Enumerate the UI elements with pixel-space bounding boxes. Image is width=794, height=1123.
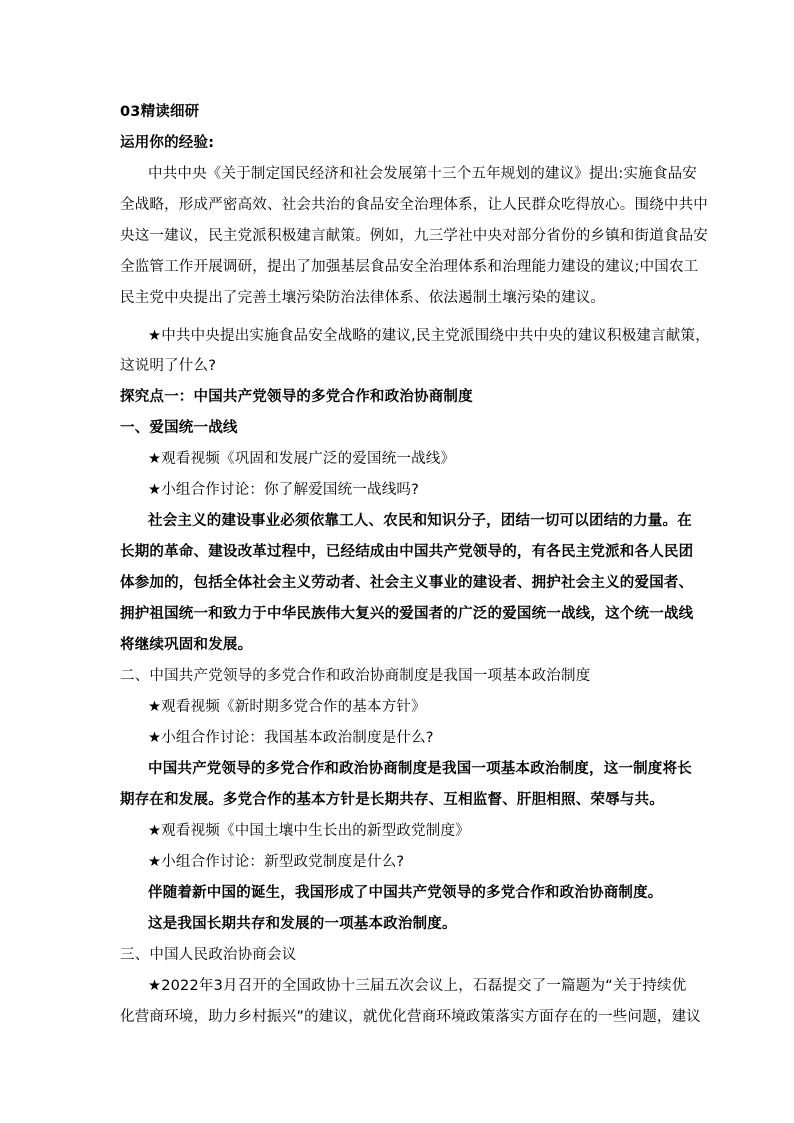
discussion-task: ★小组合作讨论：你了解爱国统一战线吗? [148, 482, 419, 498]
experience-heading: 运用你的经验: [120, 135, 215, 151]
question-line: 这说明了什么? [120, 358, 217, 374]
discussion-task: ★小组合作讨论：我国基本政治制度是什么? [148, 730, 434, 746]
subsection-heading: 二、中国共产党领导的多党合作和政治协商制度是我国一项基本政治制度 [120, 668, 591, 684]
answer-line: 体参加的，包括全体社会主义劳动者、社会主义事业的建设者、拥护社会主义的爱国者、 [120, 575, 694, 591]
case-line: 化营商环境，助力乡村振兴”的建议，就优化营商环境政策落实方面存在的一些问题，建议 [120, 1009, 702, 1025]
subsection-heading: 三、中国人民政治协商会议 [120, 947, 297, 963]
answer-line: 社会主义的建设事业必须依靠工人、农民和知识分子，团结一切可以团结的力量。在 [148, 513, 692, 529]
answer-line: 伴随着新中国的诞生，我国形成了中国共产党领导的多党合作和政治协商制度。 [148, 885, 663, 901]
video-task: ★观看视频《巩固和发展广泛的爱国统一战线》 [148, 451, 456, 467]
subsection-heading: 一、爱国统一战线 [120, 420, 238, 436]
answer-line: 期存在和发展。多党合作的基本方针是长期共存、互相监督、肝胆相照、荣辱与共。 [120, 792, 664, 808]
paragraph-line: 中共中央《关于制定国民经济和社会发展第十三个五年规划的建议》提出:实施食品安 [148, 166, 697, 182]
answer-line: 将继续巩固和发展。 [120, 637, 253, 653]
paragraph-line: 央这一建议，民主党派积极建言献策。例如，九三学社中央对部分省份的乡镇和街道食品安 [120, 228, 708, 244]
paragraph-line: 全战略，形成严密高效、社会共治的食品安全治理体系，让人民群众吃得放心。围绕中共中 [120, 197, 708, 213]
video-task: ★观看视频《新时期多党合作的基本方针》 [148, 699, 426, 715]
discussion-task: ★小组合作讨论：新型政党制度是什么? [148, 854, 405, 870]
answer-line: 这是我国长期共存和发展的一项基本政治制度。 [148, 916, 457, 932]
answer-line: 拥护祖国统一和致力于中华民族伟大复兴的爱国者的广泛的爱国统一战线，这个统一战线 [120, 606, 694, 622]
video-task: ★观看视频《中国土壤中生长出的新型政党制度》 [148, 823, 470, 839]
answer-line: 长期的革命、建设改革过程中，已经结成由中国共产党领导的，有各民主党派和各人民团 [120, 544, 694, 560]
paragraph-line: 全监管工作开展调研，提出了加强基层食品安全治理体系和治理能力建设的建议;中国农工 [120, 259, 699, 275]
inquiry-heading: 探究点一：中国共产党领导的多党合作和政治协商制度 [120, 389, 473, 405]
question-line: ★中共中央提出实施食品安全战略的建议,民主党派围绕中共中央的建议积极建言献策， [148, 328, 710, 344]
paragraph-line: 民主党中央提出了完善土壤污染防治法律体系、依法遏制土壤污染的建议。 [120, 290, 606, 306]
section-number-heading: 03精读细研 [120, 104, 200, 120]
case-line: ★2022年3月召开的全国政协十三届五次会议上，石磊提交了一篇题为“关于持续优 [148, 978, 687, 994]
answer-line: 中国共产党领导的多党合作和政治协商制度是我国一项基本政治制度，这一制度将长 [148, 761, 692, 777]
